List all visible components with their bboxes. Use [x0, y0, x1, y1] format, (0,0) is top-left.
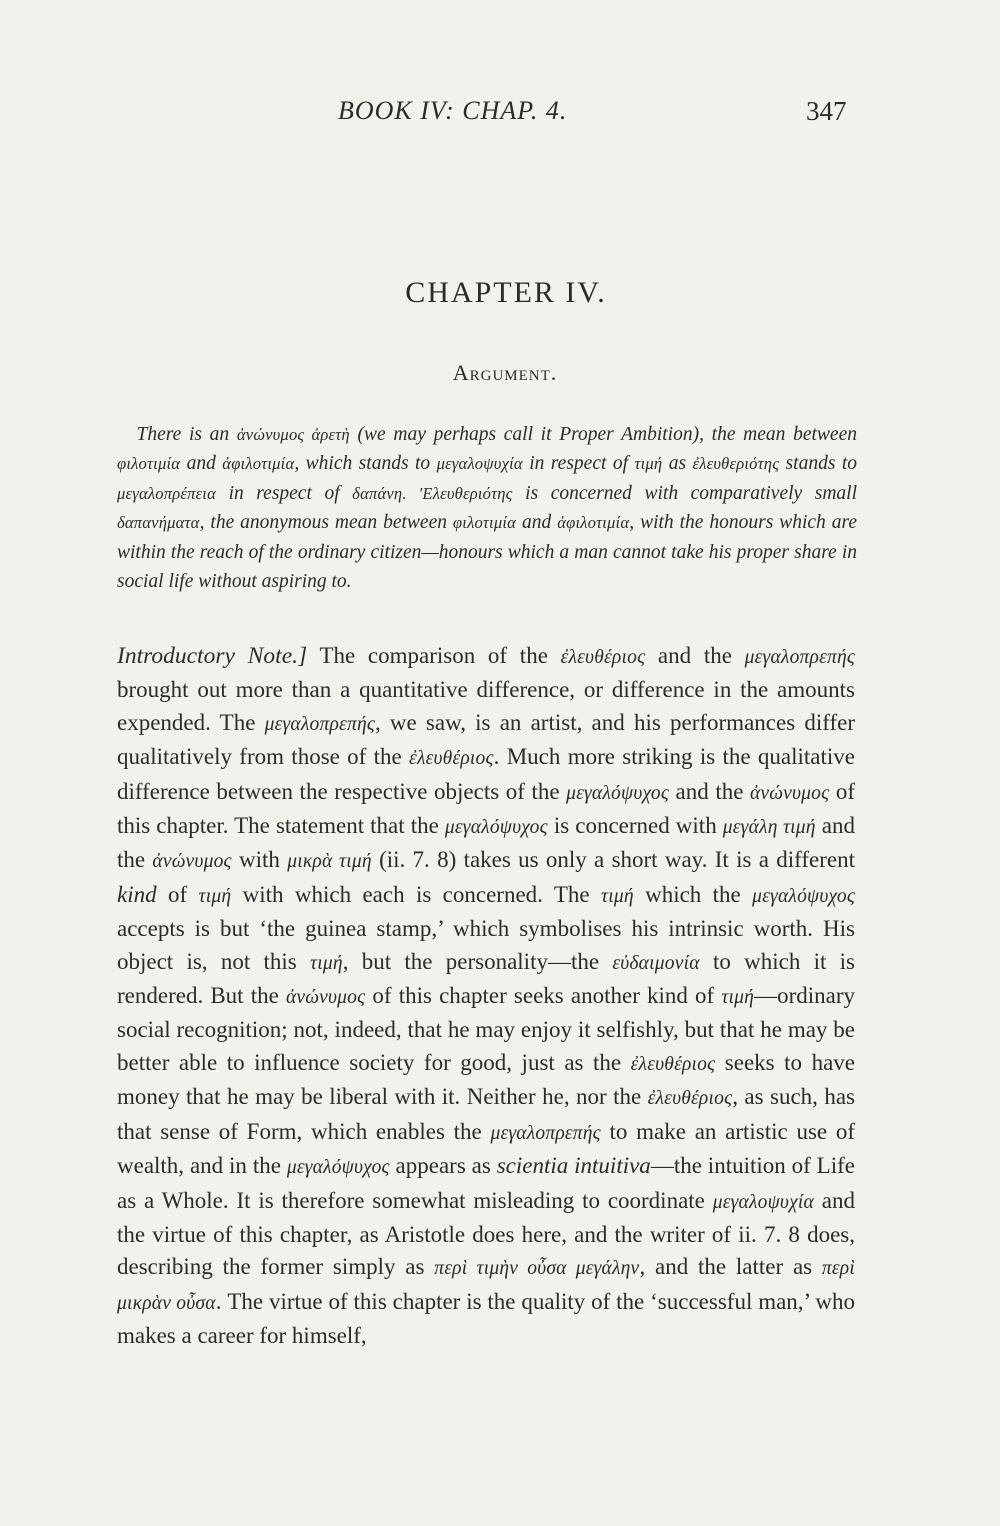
greek-term: ἐλευθέριος: [409, 748, 494, 770]
body-text: appears as: [389, 1153, 497, 1179]
body-text: —the intuition of Life as a Whole. It is therefore somewhat misleading to coordinate: [117, 1153, 855, 1213]
greek-term: τιμή: [198, 885, 232, 907]
body-text: of: [156, 881, 199, 907]
body-text: and the virtue of this chapter, as Aristotle does here, and the writer of ii. 7. 8 does, describing the former simply as: [117, 1187, 855, 1280]
running-head: [0, 96, 1000, 136]
body-text: , but the personality—the: [342, 948, 613, 974]
greek-term: ἐλευθέριος: [647, 1088, 733, 1110]
body-text: , as such, has that sense of Form, which enables the: [117, 1084, 856, 1144]
body-text: to make an artistic use of wealth, and in the: [117, 1118, 856, 1179]
greek-term: μεγαλοπρέπεια: [117, 483, 217, 503]
body-text: . The virtue of this chapter is the quality of the ‘successful man,’ who makes a career for himself,: [117, 1288, 855, 1349]
argument-text: , which stands to: [294, 453, 437, 475]
greek-term: μεγαλοπρεπής: [264, 713, 375, 735]
body-text: and the: [668, 778, 750, 804]
body-text: with: [231, 847, 288, 873]
argument-text: is concerned with comparatively small: [512, 482, 857, 504]
body-text: , we saw, is an artist, and his performances differ qualitatively from those of the: [117, 709, 855, 770]
greek-term: ἀνώνυμος ἀρετὴ: [236, 425, 350, 444]
introductory-note-paragraph: [117, 640, 855, 1353]
note-lead: Introductory Note.]: [117, 643, 308, 669]
greek-term: ἀφιλοτιμία: [222, 454, 295, 474]
greek-term: μεγαλοψυχία: [436, 454, 523, 474]
argument-text: in respect of: [216, 482, 353, 504]
greek-term: μεγάλη τιμή: [722, 817, 816, 839]
argument-paragraph: [117, 420, 857, 596]
greek-term: ἐλευθέριος: [630, 1053, 716, 1075]
greek-term: μεγαλοπρεπής: [744, 647, 855, 668]
body-text: and the: [645, 643, 745, 668]
body-text: , and the latter as: [639, 1254, 822, 1280]
argument-text: and: [180, 453, 223, 475]
body-text: which the: [633, 881, 753, 907]
running-head-title: BOOK IV: CHAP. 4.: [338, 96, 568, 125]
body-text: of this chapter. The statement that the: [117, 778, 855, 839]
body-text: accepts is but ‘the guinea stamp,’ which symbolises his intrinsic worth. His object is, not this: [117, 916, 855, 974]
greek-term: φιλοτιμία: [117, 454, 181, 474]
greek-term: μεγαλοπρεπής: [490, 1122, 601, 1144]
greek-term: μεγαλόψυχος: [444, 817, 548, 839]
chapter-title: CHAPTER IV.: [405, 276, 607, 309]
body-text: is concerned with: [547, 813, 723, 839]
greek-term: μεγαλόψυχος: [286, 1157, 390, 1179]
greek-term: μικρὰ τιμή: [287, 851, 372, 873]
argument-text: (we may perhaps call it Proper Ambition), the mean between: [349, 424, 857, 445]
greek-term: τιμή: [634, 454, 663, 474]
page-number: 347: [806, 96, 847, 126]
italic-word: kind: [117, 881, 157, 907]
argument-text: as: [662, 453, 693, 475]
body-text: brought out more than a quantitative difference, or difference in the amounts expended. The: [117, 677, 855, 735]
greek-term: τιμή: [310, 952, 343, 974]
greek-term: ἀνώνυμος: [152, 851, 232, 873]
greek-term: εὐδαιμονία: [612, 952, 700, 974]
argument-text: in respect of: [522, 453, 635, 475]
greek-term: μεγαλοψυχία: [712, 1191, 814, 1213]
argument-text: and: [516, 512, 558, 534]
body-text: —ordinary social recognition; not, indeed, that he may enjoy it selfishly, but that he may be better able to influence society for good, just as the: [117, 983, 855, 1075]
greek-term: μεγαλόψυχος: [566, 782, 669, 804]
body-text: seeks to have money that he may be liberal with it. Neither he, nor the: [117, 1049, 855, 1110]
greek-term: ἐλευθεριότης: [692, 454, 780, 474]
greek-term: φιλοτιμία: [452, 513, 517, 533]
greek-term: δαπάνη. 'Ελευθεριότης: [352, 483, 513, 503]
greek-term: περὶ μικρὰν οὖσα: [117, 1258, 856, 1314]
greek-term: ἐλευθέριος: [560, 647, 646, 668]
greek-term: ἀφιλοτιμία: [557, 513, 630, 533]
greek-term: τιμή: [721, 987, 755, 1009]
body-text: and the: [117, 813, 855, 873]
greek-term: ἀνώνυμος: [749, 782, 830, 804]
body-text: of this chapter seeks another kind of: [365, 983, 722, 1009]
argument-text: , the anonymous mean between: [199, 512, 453, 534]
greek-term: τιμή: [601, 885, 634, 907]
argument-text: stands to: [779, 453, 858, 475]
body-text: (ii. 7. 8) takes us only a short way. It is a different: [371, 847, 855, 873]
greek-term: ἀνώνυμος: [285, 987, 366, 1009]
body-text: The comparison of the: [307, 643, 561, 668]
greek-term: περὶ τιμὴν οὖσα μεγάλην: [434, 1258, 640, 1280]
body-text: to which it is rendered. But the: [117, 948, 855, 1009]
greek-term: δαπανήματα: [117, 513, 200, 533]
italic-phrase: scientia intuitiva: [496, 1153, 651, 1179]
greek-term: μεγαλόψυχος: [752, 885, 855, 907]
argument-text: There is an: [136, 424, 237, 445]
argument-text: , with the honours which are within the reach of the ordinary citizen—honours which a man cannot take his proper share in social life without aspiring to.: [117, 512, 857, 593]
body-text: with which each is concerned. The: [231, 881, 601, 907]
argument-heading: Argument.: [452, 360, 558, 385]
body-text: . Much more striking is the qualitative difference between the respective objects of the: [117, 744, 855, 804]
